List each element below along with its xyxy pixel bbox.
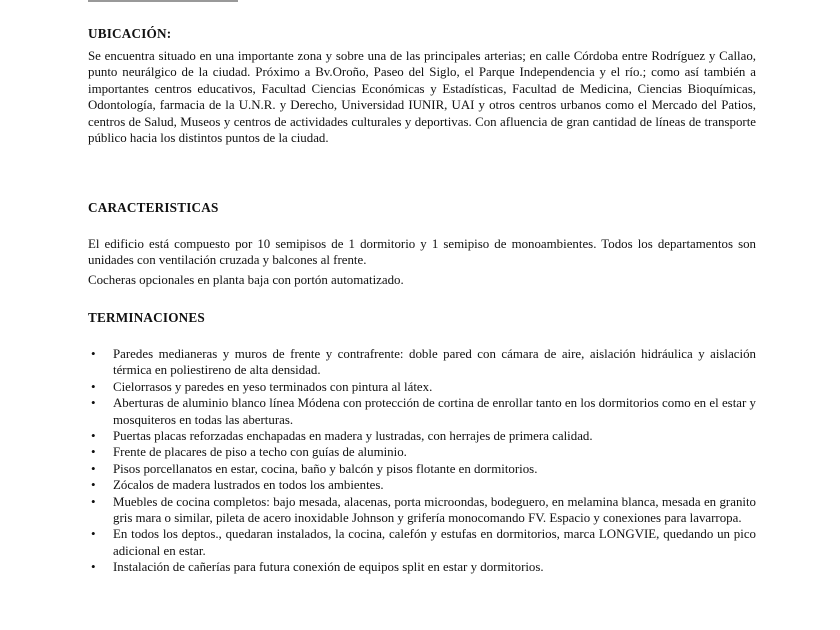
cropped-text-line (88, 0, 328, 5)
list-item: • Cielorrasos y paredes en yeso terminados con pintura al látex. (88, 379, 756, 395)
list-item: • Paredes medianeras y muros de frente y contrafrente: doble pared con cámara de aire, aislación hidráulica y aislación térmica en poliestireno de alta densidad. (88, 346, 756, 379)
ubicacion-paragraph: Se encuentra situado en una importante zona y sobre una de las principales arterias; en calle Córdoba entre Rodríguez y Callao, punto neurálgico de la ciudad. Próximo a Bv.Oroño, Paseo del Siglo, el Parque Independencia y el río.; como así también a importantes centros educativos, Facultad Ciencias Económicas y Estadísticas, Facultad de Medicina, Ciencias Bioquímicas, Odontología, farmacia de la U.N.R. y Derecho, Universidad IUNIR, UAI y otros centros urbanos como el Mercado del Patios, centros de Salud, Museos y centros de actividades culturales y deportivas. Con afluencia de gran cantidad de líneas de transporte público hacia los distintos puntos de la ciudad. (88, 49, 756, 146)
list-item: • Instalación de cañerías para futura conexión de equipos split en estar y dormitorios. (88, 559, 756, 575)
caracteristicas-cocheras: Cocheras opcionales en planta baja con portón automatizado. (88, 273, 404, 287)
section-title-caracteristicas: CARACTERISTICAS (88, 200, 219, 215)
section-title-ubicacion: UBICACIÓN: (88, 26, 172, 41)
list-item: • Puertas placas reforzadas enchapadas en madera y lustradas, con herrajes de primera calidad. (88, 428, 756, 444)
list-item: • Zócalos de madera lustrados en todos los ambientes. (88, 477, 756, 493)
terminaciones-list (88, 346, 756, 576)
section-title-terminaciones: TERMINACIONES (88, 310, 205, 325)
list-item: • Muebles de cocina completos: bajo mesada, alacenas, porta microondas, bodeguero, en melamina blanca, mesada en granito gris mara o similar, pileta de acero inoxidable Johnson y grifería monocomando FV. Espacio y conexiones para lavarropa. (88, 494, 756, 527)
list-item: • Frente de placares de piso a techo con guías de aluminio. (88, 444, 756, 460)
caracteristicas-paragraph: El edificio está compuesto por 10 semipisos de 1 dormitorio y 1 semipiso de monoambientes. Todos los departamentos son unidades con ventilación cruzada y balcones al frente. (88, 237, 756, 268)
list-item: • Pisos porcellanatos en estar, cocina, baño y balcón y pisos flotante en dormitorios. (88, 461, 756, 477)
list-item: • En todos los deptos., quedaran instalados, la cocina, calefón y estufas en dormitorios, marca LONGVIE, quedando un pico adicional en estar. (88, 526, 756, 559)
list-item: • Aberturas de aluminio blanco línea Módena con protección de cortina de enrollar tanto en los dormitorios como en el estar y mosquiteros en todas las aberturas. (88, 395, 756, 428)
